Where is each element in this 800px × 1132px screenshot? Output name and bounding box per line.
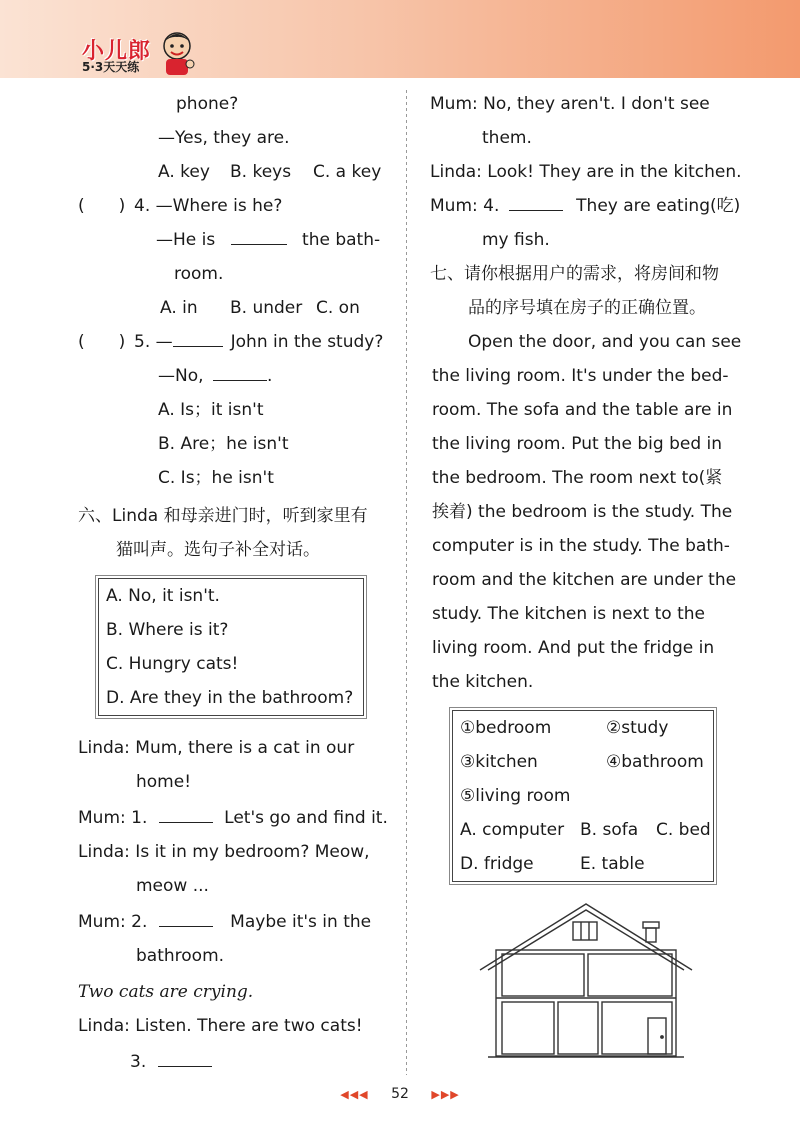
q4-answer-paren[interactable]: ( ) (78, 196, 126, 216)
q5-option-c: C. Is；he isn't (158, 468, 274, 488)
q5-response-end: . (266, 366, 273, 386)
dialog-blank-2[interactable] (159, 912, 213, 927)
q5-question-end: John in the study? (230, 332, 384, 352)
room-slot-upper-right (588, 954, 672, 996)
right-dialog-3-end: They are eating(吃) (576, 196, 741, 216)
passage-line-10: living room. And put the fridge in (432, 638, 715, 658)
next-arrows-icon: ▶▶▶ (431, 1088, 460, 1101)
q5-option-a: A. Is；it isn't (158, 400, 264, 420)
q5-answer-paren[interactable]: ( ) (78, 332, 126, 352)
q4-response-start: —He is (156, 230, 216, 250)
page-number: 52 (391, 1086, 409, 1102)
right-dialog-3 (430, 194, 740, 218)
item-e: E. table (580, 854, 645, 874)
q5-blank-2[interactable] (213, 366, 267, 381)
passage-line-3: room. The sofa and the table are in (432, 400, 733, 420)
dialog-line-6-start: 3. (130, 1052, 147, 1072)
q5-question (134, 330, 383, 354)
q5-response (158, 364, 272, 388)
room-slot-lower-left (502, 1002, 554, 1054)
room-slot-lower-right (602, 1002, 672, 1054)
dialog-line-4 (78, 910, 371, 934)
dialog-line-4-start: Mum: 2. (78, 912, 148, 932)
q3-continuation: phone? (176, 94, 239, 114)
item-a: A. computer (460, 820, 565, 840)
passage-line-2: the living room. It's under the bed- (432, 366, 729, 386)
passage-line-7: computer is in the study. The bath- (432, 536, 730, 556)
right-dialog-3-cont: my fish. (482, 230, 550, 250)
q3-option-c: C. a key (313, 162, 382, 182)
dialog-line-2-start: Mum: 1. (78, 808, 148, 828)
passage-line-6: 挨着) the bedroom is the study. The (432, 502, 733, 522)
dialog-line-4-end: Maybe it's in the (230, 912, 372, 932)
dialog-line-3: Linda: Is it in my bedroom? Meow, (78, 842, 370, 862)
q4-option-a: A. in (160, 298, 198, 318)
dialog-line-4-cont: bathroom. (136, 946, 225, 966)
passage-line-5: the bedroom. The room next to(紧 (432, 468, 723, 488)
dialog-line-1: Linda: Mum, there is a cat in our (78, 738, 355, 758)
passage-line-11: the kitchen. (432, 672, 534, 692)
room-3: ③kitchen (460, 752, 538, 772)
room-4: ④bathroom (606, 752, 704, 772)
room-5: ⑤living room (460, 786, 571, 806)
q5-blank-1[interactable] (173, 332, 223, 347)
room-2: ②study (606, 718, 669, 738)
mascot-icon (156, 28, 198, 76)
passage-line-1: Open the door, and you can see (468, 332, 742, 352)
passage-line-4: the living room. Put the big bed in (432, 434, 723, 454)
right-dialog-1: Mum: No, they aren't. I don't see (430, 94, 710, 114)
q4-response (156, 228, 380, 252)
section-7-title: 七、请你根据用户的需求，将房间和物 (430, 264, 719, 284)
house-body (496, 950, 676, 1056)
s6-option-b: B. Where is it? (106, 620, 229, 640)
room-slot-lower-middle (558, 1002, 598, 1054)
q4-question: 4. —Where is he? (134, 196, 283, 216)
item-c: C. bed (656, 820, 711, 840)
dialog-blank-3[interactable] (158, 1052, 212, 1067)
item-d: D. fridge (460, 854, 534, 874)
q5-question-start: 5. — (134, 332, 173, 352)
room-slot-upper-left (502, 954, 584, 996)
passage-line-8: room and the kitchen are under the (432, 570, 737, 590)
dialog-line-2-end: Let's go and find it. (224, 808, 388, 828)
dialog-blank-1[interactable] (159, 808, 213, 823)
dialog-line-1-cont: home! (136, 772, 192, 792)
dialog-line-2 (78, 806, 388, 830)
right-dialog-2: Linda: Look! They are in the kitchen. (430, 162, 742, 182)
column-divider (406, 90, 407, 1075)
room-1: ①bedroom (460, 718, 552, 738)
section-6-title: 六、Linda 和母亲进门时，听到家里有 (78, 506, 368, 526)
dialog-blank-4[interactable] (509, 196, 563, 211)
q5-response-start: —No, (158, 366, 204, 386)
brand-subtitle: 5·3天天练 (82, 60, 140, 74)
q4-option-b: B. under (230, 298, 303, 318)
dialog-line-5: Linda: Listen. There are two cats! (78, 1016, 363, 1036)
q4-response-cont: room. (174, 264, 224, 284)
right-dialog-1-cont: them. (482, 128, 532, 148)
prev-arrows-icon: ◀◀◀ (340, 1088, 369, 1101)
dialog-line-6 (130, 1050, 212, 1074)
dialog-line-3-cont: meow ... (136, 876, 209, 896)
item-b: B. sofa (580, 820, 639, 840)
right-dialog-3-start: Mum: 4. (430, 196, 500, 216)
passage-line-9: study. The kitchen is next to the (432, 604, 705, 624)
house-diagram (476, 898, 696, 1060)
q3-answer: —Yes, they are. (158, 128, 290, 148)
s6-option-c: C. Hungry cats! (106, 654, 239, 674)
stage-direction: Two cats are crying. (78, 982, 254, 1002)
s6-option-d: D. Are they in the bathroom? (106, 688, 354, 708)
section-6-title-cont: 猫叫声。选句子补全对话。 (116, 540, 320, 560)
s6-option-a: A. No, it isn't. (106, 586, 220, 606)
q4-option-c: C. on (316, 298, 360, 318)
brand-logo: 小儿郎 (82, 39, 152, 64)
q4-response-end: the bath- (302, 230, 381, 250)
q3-option-b: B. keys (230, 162, 292, 182)
q4-blank[interactable] (231, 230, 287, 245)
q3-option-a: A. key (158, 162, 210, 182)
q5-option-b: B. Are；he isn't (158, 434, 289, 454)
page-footer (0, 1086, 800, 1102)
section-7-title-cont: 品的序号填在房子的正确位置。 (468, 298, 706, 318)
